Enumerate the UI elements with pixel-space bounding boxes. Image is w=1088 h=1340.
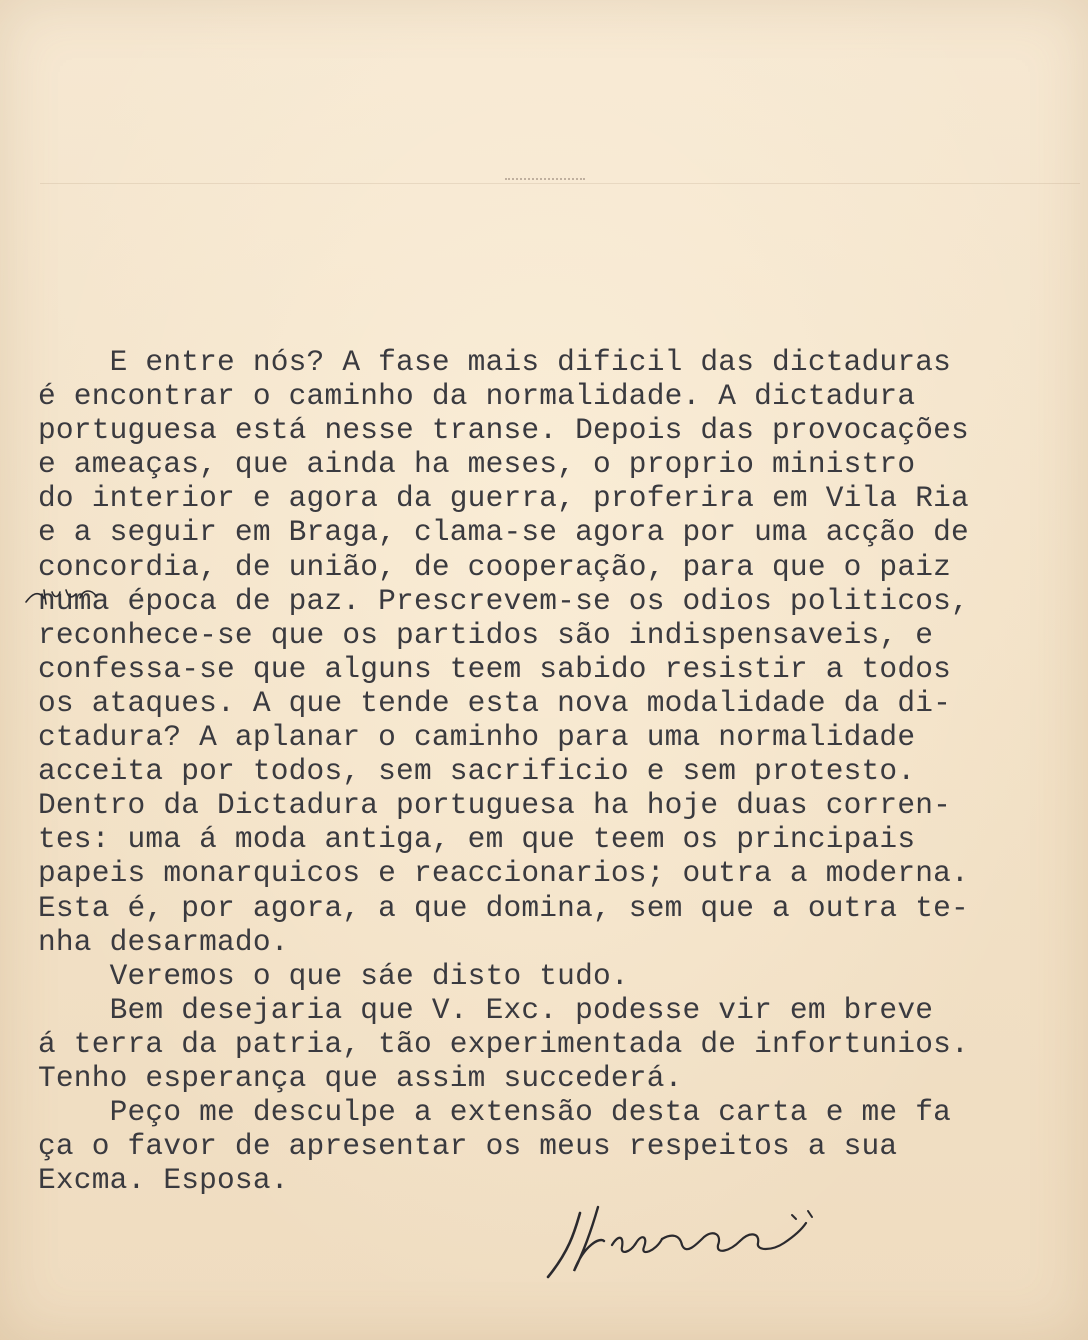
letter-line: Peço me desculpe a extensão desta carta e me fa <box>38 1095 952 1130</box>
letter-line: Veremos o que sáe disto tudo. <box>38 958 629 993</box>
letter-line: os ataques. A que tende esta nova modalidade da di- <box>38 685 952 720</box>
letter-line: e a seguir em Braga, clama-se agora por uma acção de <box>38 515 969 550</box>
letter-line: Tenho esperança que assim succederá. <box>38 1060 683 1095</box>
letter-line: portuguesa está nesse transe. Depois das provocações <box>38 413 969 448</box>
letter-body <box>38 345 1083 1197</box>
signature <box>540 1185 840 1295</box>
letter-line: á terra da patria, tão experimentada de infortunios. <box>38 1026 969 1061</box>
letter-line: Excma. Esposa. <box>38 1163 289 1198</box>
letter-line: é encontrar o caminho da normalidade. A dictadura <box>38 379 916 414</box>
letter-line: confessa-se que alguns teem sabido resistir a todos <box>38 651 952 686</box>
letter-line: E entre nós? A fase mais dificil das dictaduras <box>38 345 952 379</box>
handwritten-insertion <box>22 580 102 610</box>
letter-line: papeis monarquicos e reaccionarios; outra a moderna. <box>38 856 969 891</box>
letter-line: Dentro da Dictadura portuguesa ha hoje duas corren- <box>38 788 952 823</box>
ink-mark <box>505 178 585 186</box>
letter-line: ctadura? A aplanar o caminho para uma normalidade <box>38 720 916 755</box>
letter-line: do interior e agora da guerra, proferira em Vila Ria <box>38 481 969 516</box>
letter-line: e ameaças, que ainda ha meses, o proprio ministro <box>38 447 916 482</box>
letter-line: nha desarmado. <box>38 924 289 959</box>
letter-line: numa época de paz. Prescrevem-se os odios politicos, <box>38 583 969 618</box>
letter-line: reconhece-se que os partidos são indispensaveis, e <box>38 617 934 652</box>
letter-line: ça o favor de apresentar os meus respeitos a sua <box>38 1129 898 1164</box>
letter-line: acceita por todos, sem sacrificio e sem protesto. <box>38 754 916 789</box>
letter-line: concordia, de união, de cooperação, para que o paiz <box>38 549 952 584</box>
letter-line: Bem desejaria que V. Exc. podesse vir em breve <box>38 992 934 1027</box>
letter-line: tes: uma á moda antiga, em que teem os principais <box>38 822 916 857</box>
letter-line: Esta é, por agora, a que domina, sem que a outra te- <box>38 890 969 925</box>
